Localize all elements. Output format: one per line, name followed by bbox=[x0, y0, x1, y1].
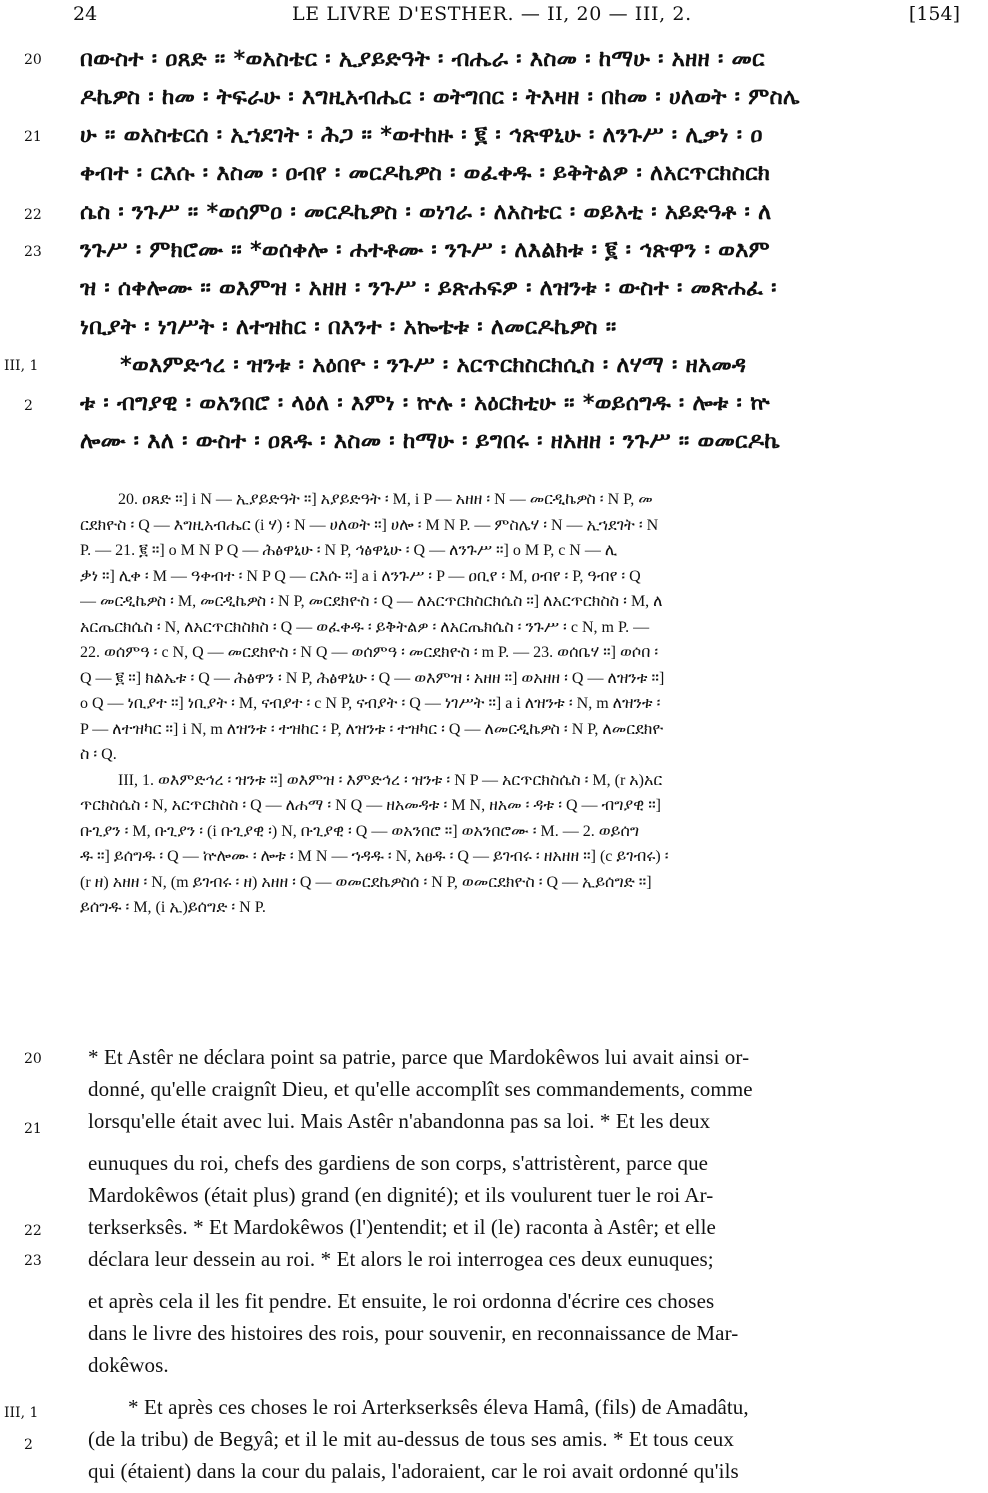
verse-number: 2 bbox=[24, 398, 33, 414]
ethiopic-line: ንጉሥ ፡ ምክሮሙ ። *ወሰቀሎ ፡ ሐተቶሙ ፡ ንጉሥ ፡ ለእልክቱ ፡ ፪ ፡ ኅጽዋን ፡ ወእም bbox=[80, 237, 770, 263]
apparatus-line: 20. ዐጸድ ።] i N — ኢያይድዓት ።] አያይድዓት ፡ M, i P — አዘዘ ፡ N — መርዲኬዎስ ፡ N P, መ bbox=[118, 491, 653, 508]
apparatus-line: ስ ፡ Q. bbox=[80, 746, 117, 763]
translation-line: dans le livre des histoires des rois, pour souvenir, en reconnaissance de Mar- bbox=[88, 1321, 739, 1345]
ethiopic-line: ሁ ። ወአስቴርሰ ፡ ኢኀደገት ፡ ሕጋ ። *ወተከዙ ፡ ፪ ፡ ኅጽዋኒሁ ፡ ለንጉሥ ፡ ሊቃነ ፡ ዐ bbox=[80, 122, 763, 148]
verse-number: 21 bbox=[24, 129, 42, 145]
verse-number: 23 bbox=[24, 244, 42, 260]
apparatus-line: P. — 21. ፪ ።] o M N P Q — ሕፅዋኒሁ ፡ N P, ኅፅዋኒሁ ፡ Q — ለንጉሥ ።] o M P, c N — ሊ bbox=[80, 542, 618, 559]
translation-line: qui (étaient) dans la cour du palais, l'adoraient, car le roi avait ordonné qu'ils bbox=[88, 1459, 739, 1483]
apparatus-line: ጥርክስሴስ ፡ N, አርጥርክስስ ፡ Q — ለሐማ ፡ N Q — ዘአመዳቱ ፡ M N, ዘአመ ፡ ዳቱ ፡ Q — ብግያዊ ።] bbox=[80, 797, 661, 814]
translation-line: Mardokêwos (était plus) grand (en dignité); et ils voulurent tuer le roi Ar- bbox=[88, 1183, 714, 1207]
apparatus-line: ቃነ ።] ሊቀ ፡ M — ዓቀብተ ፡ N P Q — ርእሱ ።] a i ለንጉሥ ፡ P — ዐቢየ ፡ M, ዐብየ ፡ P, ዓብየ ፡ Q bbox=[80, 567, 641, 585]
translation-line: et après cela il les fit pendre. Et ensuite, le roi ordonna d'écrire ces choses bbox=[88, 1289, 715, 1313]
ethiopic-line: ሴስ ፡ ንጉሥ ። *ወሰምዐ ፡ መርዶኬዎስ ፡ ወነገራ ፡ ለአስቴር ፡ ወይእቲ ፡ አይድዓቶ ፡ ለ bbox=[80, 199, 772, 225]
ethiopic-line: ነቢያት ፡ ነገሥት ፡ ለተዝከር ፡ በእንተ ፡ አኰቴቱ ፡ ለመርዶኬዎስ ። bbox=[80, 314, 617, 340]
translation-line: eunuques du roi, chefs des gardiens de son corps, s'attristèrent, parce que bbox=[88, 1151, 709, 1175]
ethiopic-line: ቀብተ ፡ ርእሱ ፡ እስመ ፡ ዐብየ ፡ መርዶኬዎስ ፡ ወፈቀዱ ፡ ይቅትልዎ ፡ ለአርጥርክስርክ bbox=[80, 160, 771, 186]
apparatus-line: — መርዲኬዎስ ፡ M, መርዲኬዎስ ፡ N P, መርደክዮስ ፡ Q — ለአርጥርክስርክሴስ ።] ለአርጥርክስስ ፡ M, ለ bbox=[80, 593, 663, 610]
apparatus-line: (r ዘ) አዘዘ ፡ N, (m ይገብሩ ፡ ዘ) አዘዘ ፡ Q — ወመርደኬዎስሰ ፡ N P, ወመርደክዮስ ፡ Q — ኢይሰግድ ።] bbox=[80, 873, 652, 891]
apparatus-line: o Q — ነቢያተ ።] ነቢያት ፡ M, ናብያተ ፡ c N P, ናብያት ፡ Q — ነገሥት ።] a i ለዝንቱ ፡ N, m ለዝንቱ ፡ bbox=[80, 695, 661, 712]
apparatus-line: 22. ወሰምዓ ፡ c N, Q — መርደክዮስ ፡ N Q — ወሰምዓ ፡ መርደክዮስ ፡ m P. — 23. ወሰቤሃ ።] ወሶበ ፡ bbox=[80, 644, 659, 661]
verse-number: 22 bbox=[24, 207, 42, 223]
ethiopic-line: ዝ ፡ ሰቀሎሙ ። ወእምዝ ፡ አዘዘ ፡ ንጉሥ ፡ ይጽሐፍዎ ፡ ለዝንቱ ፡ ውስተ ፡ መጽሐፈ ፡ bbox=[80, 275, 777, 301]
verse-number: 22 bbox=[24, 1223, 42, 1239]
ethiopic-line: በውስተ ፡ ዐጸድ ። *ወአስቴር ፡ ኢያይድዓት ፡ ብሔራ ፡ እስመ ፡ ከማሁ ፡ አዘዘ ፡ መር bbox=[80, 46, 765, 72]
translation-line: déclara leur dessein au roi. * Et alors le roi interrogea ces deux eunuques; bbox=[88, 1247, 714, 1271]
translation-line: lorsqu'elle était avec lui. Mais Astêr n'abandonna pas sa loi. * Et les deux bbox=[88, 1109, 711, 1133]
translation-line: terkserksês. * Et Mardokêwos (l')entendit; et il (le) raconta à Astêr; et elle bbox=[88, 1215, 716, 1239]
apparatus-line: ቡጊያን ፡ M, ቡጊያን ፡ (i ቡጊያዊ ፡) N, ቡጊያዊ ፡ Q — ወአንበሮ ።] ወአንበሮሙ ፡ M. — 2. ወይሰግ bbox=[80, 822, 640, 840]
ethiopic-line: ዶኬዎስ ፡ ከመ ፡ ትፍራሁ ፡ እግዚአብሔር ፡ ወትግበር ፡ ትእዛዘ ፡ በከመ ፡ ሀለወት ፡ ምስሌ bbox=[80, 84, 800, 110]
ethiopic-line: ቱ ፡ ብግያዊ ፡ ወአንበሮ ፡ ላዕለ ፡ እምነ ፡ ኵሉ ፡ አዕርክቲሁ ። *ወይሰግዱ ፡ ሎቱ ፡ ኵ bbox=[80, 390, 770, 416]
running-header bbox=[0, 0, 988, 34]
verse-number: 20 bbox=[24, 52, 42, 68]
critical-apparatus bbox=[80, 487, 985, 921]
apparatus-line: ርደክዮስ ፡ Q — እግዚአብሔር (i ሃ) ፡ N — ሀለወት ።] ሀሎ ፡ M N P. — ምስሌሃ ፡ N — ኢኀደገት ፡ N bbox=[80, 516, 659, 534]
ethiopic-line: *ወእምድኅረ ፡ ዝንቱ ፡ አዕበዮ ፡ ንጉሥ ፡ አርጥርክስርክሲስ ፡ ለሃማ ፡ ዘአመዳ bbox=[120, 352, 747, 378]
apparatus-line: III, 1. ወእምድኅረ ፡ ዝንቱ ።] ወእምዝ ፡ እምድኅረ ፡ ዝንቱ ፡ N P — አርጥርክስሴስ ፡ M, (r አ)አር bbox=[118, 771, 663, 789]
page-reference: [154] bbox=[908, 3, 960, 25]
apparatus-line: P — ለተዝካር ።] i N, m ለዝንቱ ፡ ተዝከር ፡ P, ለዝንቱ ፡ ተዝካር ፡ Q — ለመርዲኬዎስ ፡ N P, ለመርደክዮ bbox=[80, 720, 664, 738]
running-title: LE LIVRE D'ESTHER. — II, 20 — III, 2. bbox=[292, 3, 692, 25]
apparatus-line: Q — ፪ ።] ክልኤቱ ፡ Q — ሕፅዋን ፡ N P, ሕፅዋኒሁ ፡ Q — ወእምዝ ፡ አዘዘ ።] ወአዘዘ ፡ Q — ለዝንቱ ።] bbox=[80, 669, 665, 687]
verse-number: III, 1 bbox=[4, 358, 39, 374]
verse-number: III, 1 bbox=[4, 1405, 39, 1421]
translation-line: (de la tribu) de Begyâ; et il le mit au-dessus de tous ses amis. * Et tous ceux bbox=[88, 1427, 734, 1451]
verse-number: 20 bbox=[24, 1051, 42, 1067]
translation-line: * Et Astêr ne déclara point sa patrie, parce que Mardokêwos lui avait ainsi or- bbox=[88, 1045, 750, 1069]
ethiopic-line: ሎሙ ፡ እለ ፡ ውስተ ፡ ዐጸዱ ፡ እስመ ፡ ከማሁ ፡ ይግበሩ ፡ ዘአዘዘ ፡ ንጉሥ ። ወመርዶኬ bbox=[80, 428, 780, 454]
verse-number: 21 bbox=[24, 1121, 42, 1137]
translation-line: dokêwos. bbox=[88, 1353, 169, 1377]
page-number: 24 bbox=[73, 3, 98, 25]
apparatus-line: ይሰግዱ ፡ M, (i ኢ)ይሰግድ ፡ N P. bbox=[80, 899, 266, 916]
apparatus-line: ዱ ።] ይሰግዱ ፡ Q — ኵሎሙ ፡ ሎቱ ፡ M N — ኀዳዱ ፡ N, አፀዱ ፡ Q — ይገብሩ ፡ ዘአዘዘ ።] (c ይገብሩ) ፡ bbox=[80, 848, 669, 865]
translation-line: donné, qu'elle craignît Dieu, et qu'elle accomplît ses commandements, comme bbox=[88, 1077, 753, 1101]
verse-number: 2 bbox=[24, 1437, 33, 1453]
apparatus-line: አርጤርክሴስ ፡ N, ለአርጥርክስክስ ፡ Q — ወፈቀዱ ፡ ይቅትልዎ ፡ ለአርጤክሴስ ፡ ንጉሥ ፡ c N, m P. — bbox=[80, 618, 650, 636]
translation-line: * Et après ces choses le roi Arterkserksês éleva Hamâ, (fils) de Amadâtu, bbox=[128, 1395, 749, 1419]
verse-number: 23 bbox=[24, 1253, 42, 1269]
